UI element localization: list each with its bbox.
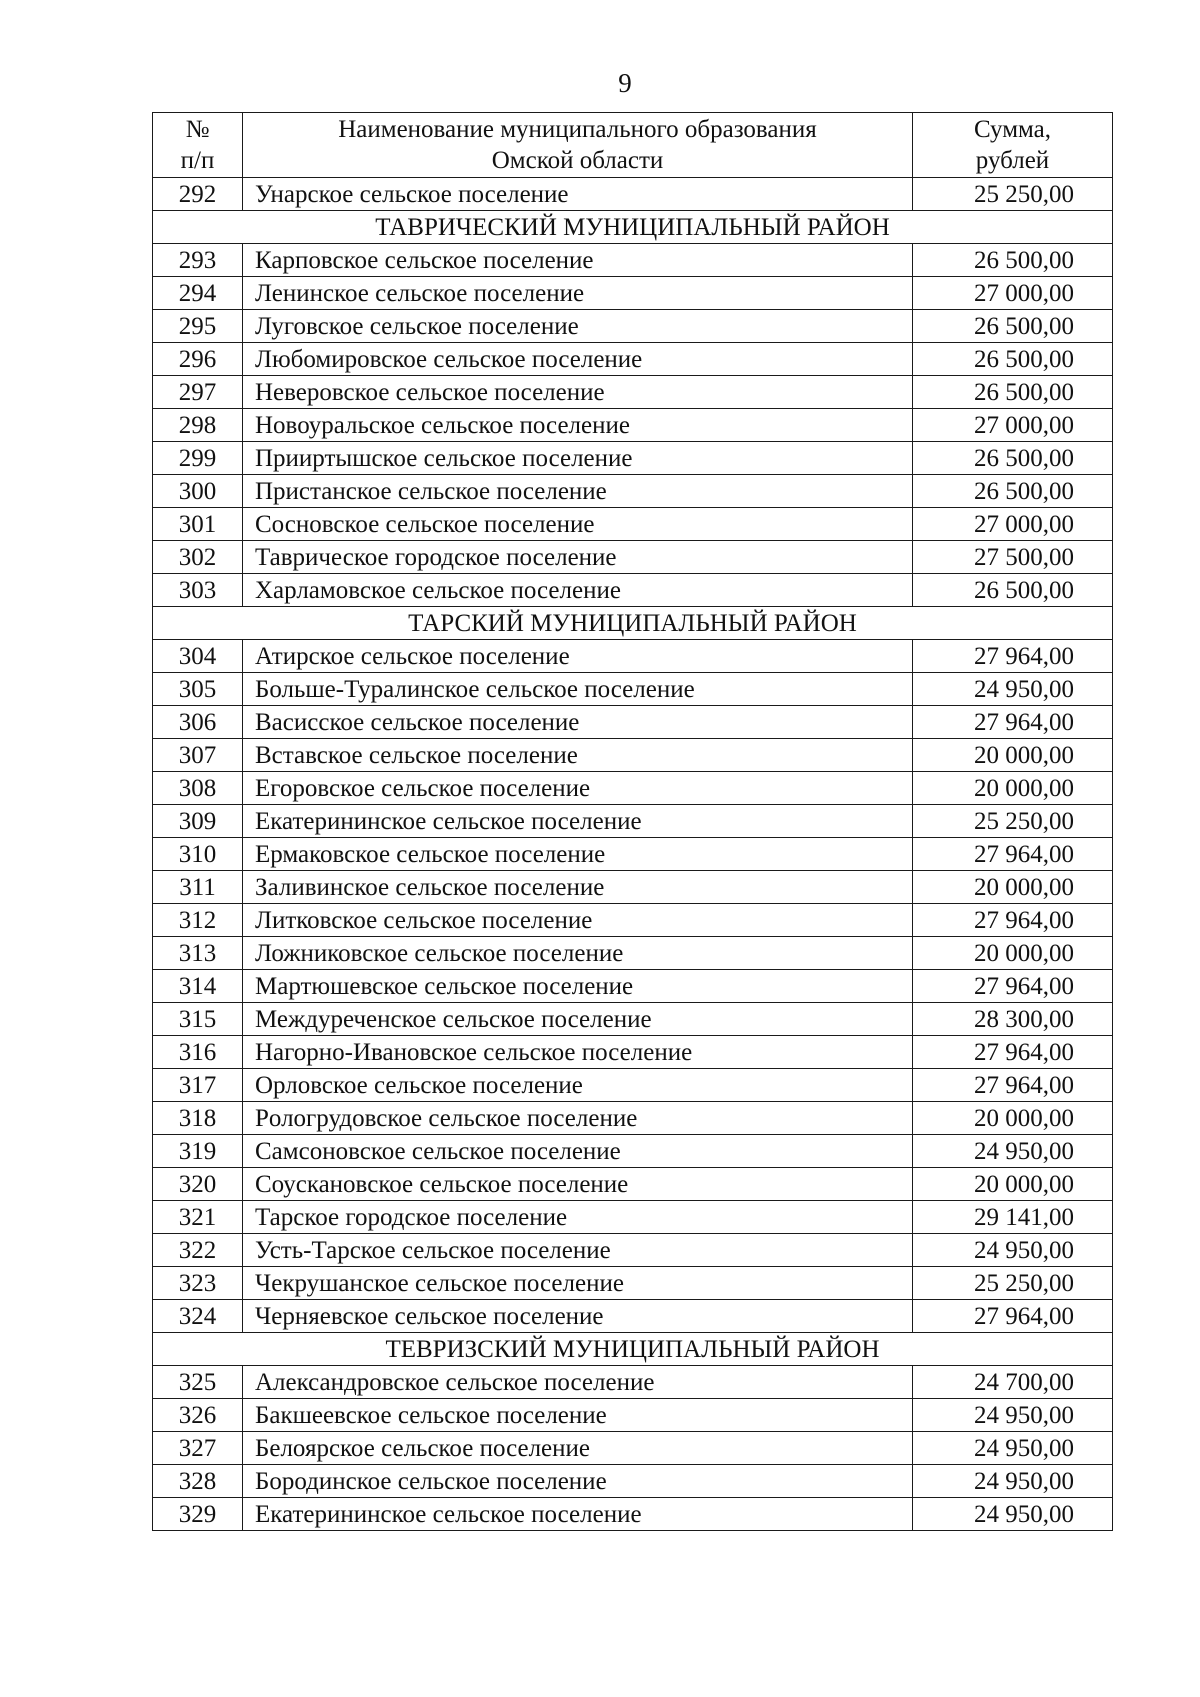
settlement-name: Егоровское сельское поселение [243,772,913,805]
settlement-name: Атирское сельское поселение [243,640,913,673]
row-number: 329 [153,1498,243,1531]
row-number: 319 [153,1135,243,1168]
row-number: 314 [153,970,243,1003]
settlement-name: Александровское сельское поселение [243,1366,913,1399]
settlement-name: Ермаковское сельское поселение [243,838,913,871]
row-number: 298 [153,409,243,442]
amount: 28 300,00 [913,1003,1113,1036]
header-name-line1: Наименование муниципального образования [338,116,817,143]
table-row [153,1465,1113,1498]
amount: 27 964,00 [913,1300,1113,1333]
table-row [153,805,1113,838]
row-number: 296 [153,343,243,376]
settlement-name: Таврическое городское поселение [243,541,913,574]
amount: 20 000,00 [913,1168,1113,1201]
settlement-name: Харламовское сельское поселение [243,574,913,607]
amount: 27 964,00 [913,706,1113,739]
header-name-line2: Омской области [491,147,664,174]
row-number: 327 [153,1432,243,1465]
table-row [153,277,1113,310]
row-number: 301 [153,508,243,541]
settlement-name: Бакшеевское сельское поселение [243,1399,913,1432]
header-sum-line2: рублей [975,147,1050,174]
table-row [153,1399,1113,1432]
settlement-name: Новоуральское сельское поселение [243,409,913,442]
row-number: 308 [153,772,243,805]
amount: 27 000,00 [913,409,1113,442]
settlement-name: Ложниковское сельское поселение [243,937,913,970]
table-row [153,1366,1113,1399]
table-row [153,970,1113,1003]
district-header-row [153,1333,1113,1366]
row-number: 293 [153,244,243,277]
row-number: 294 [153,277,243,310]
row-number: 304 [153,640,243,673]
settlement-name: Екатерининское сельское поселение [243,1498,913,1531]
table-row [153,442,1113,475]
table-row [153,673,1113,706]
amount: 25 250,00 [913,805,1113,838]
table-row [153,1201,1113,1234]
amount: 24 950,00 [913,1498,1113,1531]
settlement-name: Пристанское сельское поселение [243,475,913,508]
amount: 26 500,00 [913,574,1113,607]
amount: 27 964,00 [913,970,1113,1003]
settlement-name: Черняевское сельское поселение [243,1300,913,1333]
amount: 27 000,00 [913,508,1113,541]
row-number: 312 [153,904,243,937]
table-row [153,1036,1113,1069]
settlement-name: Самсоновское сельское поселение [243,1135,913,1168]
amount: 27 964,00 [913,640,1113,673]
row-number: 305 [153,673,243,706]
amount: 26 500,00 [913,343,1113,376]
table-row [153,508,1113,541]
table-row [153,1135,1113,1168]
header-number-line2: п/п [180,147,215,174]
settlement-name: Вставское сельское поселение [243,739,913,772]
header-number [153,113,243,178]
settlement-name: Орловское сельское поселение [243,1069,913,1102]
settlement-name: Соускановское сельское поселение [243,1168,913,1201]
row-number: 311 [153,871,243,904]
table-row [153,310,1113,343]
page-number: 9 [618,68,632,98]
row-number: 299 [153,442,243,475]
amount: 20 000,00 [913,937,1113,970]
amount: 27 000,00 [913,277,1113,310]
table-row [153,871,1113,904]
settlement-name: Pологрудовское сельское поселение [243,1102,913,1135]
header-name [243,113,913,178]
table-row [153,1267,1113,1300]
row-number: 292 [153,178,243,211]
district-name: ТАВРИЧЕСКИЙ МУНИЦИПАЛЬНЫЙ РАЙОН [153,211,1113,244]
amount: 26 500,00 [913,442,1113,475]
amount: 27 964,00 [913,1069,1113,1102]
amount: 27 500,00 [913,541,1113,574]
row-number: 325 [153,1366,243,1399]
table-row [153,1432,1113,1465]
table-row [153,1003,1113,1036]
settlement-name: Унарское сельское поселение [243,178,913,211]
settlement-name: Чекрушанское сельское поселение [243,1267,913,1300]
table-row [153,1498,1113,1531]
table-body [153,178,1113,1531]
settlement-name: Сосновское сельское поселение [243,508,913,541]
amount: 27 964,00 [913,838,1113,871]
row-number: 321 [153,1201,243,1234]
table-row [153,376,1113,409]
amount: 26 500,00 [913,310,1113,343]
settlement-name: Бородинское сельское поселение [243,1465,913,1498]
settlement-name: Усть-Тарское сельское поселение [243,1234,913,1267]
settlement-name: Луговское сельское поселение [243,310,913,343]
district-name: ТЕВРИЗСКИЙ МУНИЦИПАЛЬНЫЙ РАЙОН [153,1333,1113,1366]
table-row [153,409,1113,442]
table-row [153,706,1113,739]
district-header-row [153,211,1113,244]
header-sum-line1: Сумма, [973,116,1052,143]
settlement-name: Нагорно-Ивановское сельское поселение [243,1036,913,1069]
table-header [153,113,1113,178]
settlement-name: Литковское сельское поселение [243,904,913,937]
allocation-table [152,112,1113,1531]
row-number: 317 [153,1069,243,1102]
amount: 24 950,00 [913,1432,1113,1465]
row-number: 300 [153,475,243,508]
amount: 20 000,00 [913,871,1113,904]
table-row [153,739,1113,772]
header-sum [913,113,1113,178]
settlement-name: Белоярское сельское поселение [243,1432,913,1465]
row-number: 297 [153,376,243,409]
settlement-name: Карповское сельское поселение [243,244,913,277]
table-row [153,244,1113,277]
amount: 26 500,00 [913,244,1113,277]
amount: 24 950,00 [913,1234,1113,1267]
amount: 20 000,00 [913,772,1113,805]
row-number: 323 [153,1267,243,1300]
table-row [153,343,1113,376]
table-row [153,904,1113,937]
amount: 29 141,00 [913,1201,1113,1234]
table-row [153,574,1113,607]
settlement-name: Васисское сельское поселение [243,706,913,739]
settlement-name: Любомировское сельское поселение [243,343,913,376]
table-row [153,178,1113,211]
row-number: 316 [153,1036,243,1069]
table-row [153,772,1113,805]
amount: 24 950,00 [913,673,1113,706]
settlement-name: Неверовское сельское поселение [243,376,913,409]
amount: 25 250,00 [913,178,1113,211]
district-header-row [153,607,1113,640]
row-number: 307 [153,739,243,772]
settlement-name: Мартюшевское сельское поселение [243,970,913,1003]
settlement-name: Междуреченское сельское поселение [243,1003,913,1036]
amount: 27 964,00 [913,1036,1113,1069]
settlement-name: Ленинское сельское поселение [243,277,913,310]
table-row [153,838,1113,871]
row-number: 326 [153,1399,243,1432]
row-number: 313 [153,937,243,970]
settlement-name: Тарское городское поселение [243,1201,913,1234]
table-row [153,1234,1113,1267]
settlement-name: Екатерининское сельское поселение [243,805,913,838]
table-row [153,1102,1113,1135]
row-number: 303 [153,574,243,607]
row-number: 295 [153,310,243,343]
row-number: 306 [153,706,243,739]
header-row [153,113,1113,178]
row-number: 318 [153,1102,243,1135]
amount: 24 700,00 [913,1366,1113,1399]
table-row [153,1069,1113,1102]
header-number-line1: № [185,116,210,143]
table-row [153,1168,1113,1201]
settlement-name: Больше-Туралинское сельское поселение [243,673,913,706]
amount: 25 250,00 [913,1267,1113,1300]
table-row [153,640,1113,673]
district-name: ТАРСКИЙ МУНИЦИПАЛЬНЫЙ РАЙОН [153,607,1113,640]
table-row [153,475,1113,508]
amount: 24 950,00 [913,1135,1113,1168]
amount: 20 000,00 [913,1102,1113,1135]
amount: 24 950,00 [913,1399,1113,1432]
table-row [153,937,1113,970]
row-number: 320 [153,1168,243,1201]
row-number: 310 [153,838,243,871]
row-number: 324 [153,1300,243,1333]
amount: 20 000,00 [913,739,1113,772]
amount: 24 950,00 [913,1465,1113,1498]
amount: 26 500,00 [913,376,1113,409]
row-number: 315 [153,1003,243,1036]
amount: 26 500,00 [913,475,1113,508]
row-number: 302 [153,541,243,574]
settlement-name: Заливинское сельское поселение [243,871,913,904]
settlement-name: Прииртышское сельское поселение [243,442,913,475]
row-number: 322 [153,1234,243,1267]
amount: 27 964,00 [913,904,1113,937]
row-number: 309 [153,805,243,838]
table-row [153,1300,1113,1333]
row-number: 328 [153,1465,243,1498]
table-row [153,541,1113,574]
